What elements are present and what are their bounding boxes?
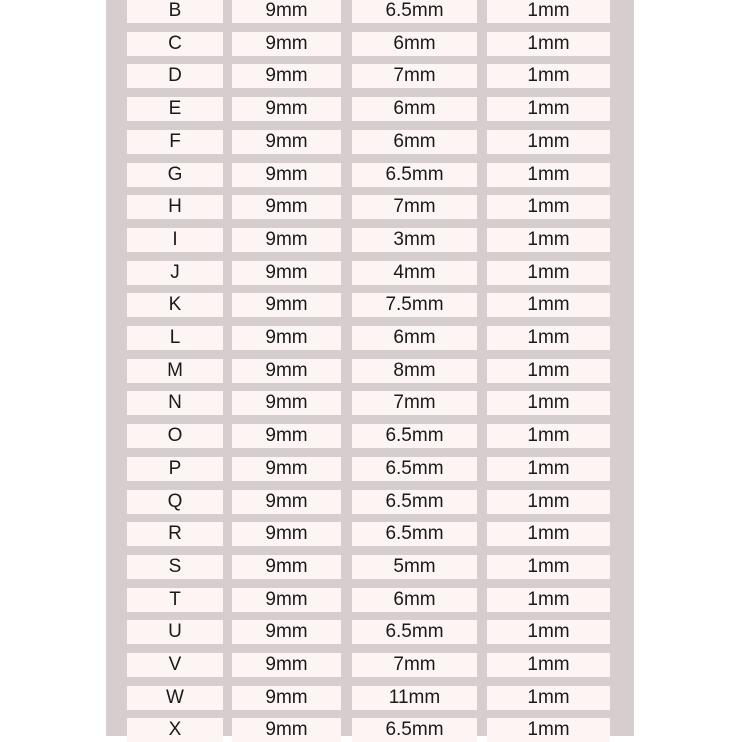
thickness-cell: 1mm xyxy=(487,359,610,383)
width-cell: 7.5mm xyxy=(352,293,477,317)
table-row xyxy=(106,490,634,514)
letter-cell: U xyxy=(127,620,223,644)
height-cell: 9mm xyxy=(232,163,341,187)
width-cell: 4mm xyxy=(352,261,477,285)
width-cell: 6mm xyxy=(352,97,477,121)
width-cell: 7mm xyxy=(352,64,477,88)
width-cell: 6.5mm xyxy=(352,163,477,187)
table-row xyxy=(106,424,634,448)
height-cell: 9mm xyxy=(232,620,341,644)
thickness-cell: 1mm xyxy=(487,620,610,644)
table-row xyxy=(106,718,634,742)
table-row xyxy=(106,64,634,88)
letter-cell: T xyxy=(127,588,223,612)
height-cell: 9mm xyxy=(232,522,341,546)
table-row xyxy=(106,261,634,285)
thickness-cell: 1mm xyxy=(487,261,610,285)
letter-cell: V xyxy=(127,653,223,677)
width-cell: 11mm xyxy=(352,686,477,710)
height-cell: 9mm xyxy=(232,32,341,56)
width-cell: 7mm xyxy=(352,653,477,677)
thickness-cell: 1mm xyxy=(487,490,610,514)
letter-cell: O xyxy=(127,424,223,448)
width-cell: 6mm xyxy=(352,588,477,612)
table-row xyxy=(106,359,634,383)
thickness-cell: 1mm xyxy=(487,130,610,154)
height-cell: 9mm xyxy=(232,653,341,677)
width-cell: 6mm xyxy=(352,326,477,350)
height-cell: 9mm xyxy=(232,326,341,350)
thickness-cell: 1mm xyxy=(487,195,610,219)
width-cell: 6mm xyxy=(352,130,477,154)
height-cell: 9mm xyxy=(232,0,341,23)
thickness-cell: 1mm xyxy=(487,457,610,481)
table-row xyxy=(106,0,634,23)
letter-cell: E xyxy=(127,97,223,121)
width-cell: 6.5mm xyxy=(352,522,477,546)
letter-cell: N xyxy=(127,391,223,415)
height-cell: 9mm xyxy=(232,424,341,448)
table-row xyxy=(106,97,634,121)
height-cell: 9mm xyxy=(232,391,341,415)
table-row xyxy=(106,163,634,187)
width-cell: 6.5mm xyxy=(352,424,477,448)
letter-cell: H xyxy=(127,195,223,219)
width-cell: 6.5mm xyxy=(352,620,477,644)
thickness-cell: 1mm xyxy=(487,64,610,88)
width-cell: 6.5mm xyxy=(352,718,477,742)
letter-cell: D xyxy=(127,64,223,88)
table-row xyxy=(106,522,634,546)
height-cell: 9mm xyxy=(232,686,341,710)
table-row xyxy=(106,555,634,579)
letter-cell: R xyxy=(127,522,223,546)
thickness-cell: 1mm xyxy=(487,522,610,546)
height-cell: 9mm xyxy=(232,130,341,154)
table-row xyxy=(106,620,634,644)
table-row xyxy=(106,195,634,219)
thickness-cell: 1mm xyxy=(487,653,610,677)
thickness-cell: 1mm xyxy=(487,686,610,710)
height-cell: 9mm xyxy=(232,261,341,285)
height-cell: 9mm xyxy=(232,555,341,579)
letter-cell: B xyxy=(127,0,223,23)
thickness-cell: 1mm xyxy=(487,391,610,415)
thickness-cell: 1mm xyxy=(487,293,610,317)
table-row xyxy=(106,293,634,317)
letter-cell: K xyxy=(127,293,223,317)
height-cell: 9mm xyxy=(232,588,341,612)
letter-cell: P xyxy=(127,457,223,481)
width-cell: 5mm xyxy=(352,555,477,579)
letter-cell: L xyxy=(127,326,223,350)
width-cell: 7mm xyxy=(352,195,477,219)
thickness-cell: 1mm xyxy=(487,326,610,350)
height-cell: 9mm xyxy=(232,359,341,383)
table-row xyxy=(106,32,634,56)
width-cell: 3mm xyxy=(352,228,477,252)
letter-cell: S xyxy=(127,555,223,579)
height-cell: 9mm xyxy=(232,718,341,742)
width-cell: 8mm xyxy=(352,359,477,383)
letter-cell: Q xyxy=(127,490,223,514)
letter-cell: F xyxy=(127,130,223,154)
table-row xyxy=(106,588,634,612)
table-row xyxy=(106,653,634,677)
size-table xyxy=(106,0,634,741)
width-cell: 6mm xyxy=(352,32,477,56)
letter-cell: C xyxy=(127,32,223,56)
height-cell: 9mm xyxy=(232,195,341,219)
width-cell: 6.5mm xyxy=(352,457,477,481)
height-cell: 9mm xyxy=(232,228,341,252)
height-cell: 9mm xyxy=(232,97,341,121)
thickness-cell: 1mm xyxy=(487,32,610,56)
thickness-cell: 1mm xyxy=(487,718,610,742)
letter-cell: X xyxy=(127,718,223,742)
width-cell: 6.5mm xyxy=(352,490,477,514)
height-cell: 9mm xyxy=(232,64,341,88)
letter-cell: M xyxy=(127,359,223,383)
width-cell: 7mm xyxy=(352,391,477,415)
table-row xyxy=(106,457,634,481)
thickness-cell: 1mm xyxy=(487,555,610,579)
table-row xyxy=(106,228,634,252)
table-row xyxy=(106,130,634,154)
table-row xyxy=(106,326,634,350)
thickness-cell: 1mm xyxy=(487,97,610,121)
height-cell: 9mm xyxy=(232,457,341,481)
letter-cell: W xyxy=(127,686,223,710)
thickness-cell: 1mm xyxy=(487,228,610,252)
letter-cell: I xyxy=(127,228,223,252)
thickness-cell: 1mm xyxy=(487,424,610,448)
height-cell: 9mm xyxy=(232,293,341,317)
letter-cell: G xyxy=(127,163,223,187)
thickness-cell: 1mm xyxy=(487,163,610,187)
letter-cell: J xyxy=(127,261,223,285)
thickness-cell: 1mm xyxy=(487,588,610,612)
height-cell: 9mm xyxy=(232,490,341,514)
width-cell: 6.5mm xyxy=(352,0,477,23)
thickness-cell: 1mm xyxy=(487,0,610,23)
table-row xyxy=(106,686,634,710)
table-row xyxy=(106,391,634,415)
